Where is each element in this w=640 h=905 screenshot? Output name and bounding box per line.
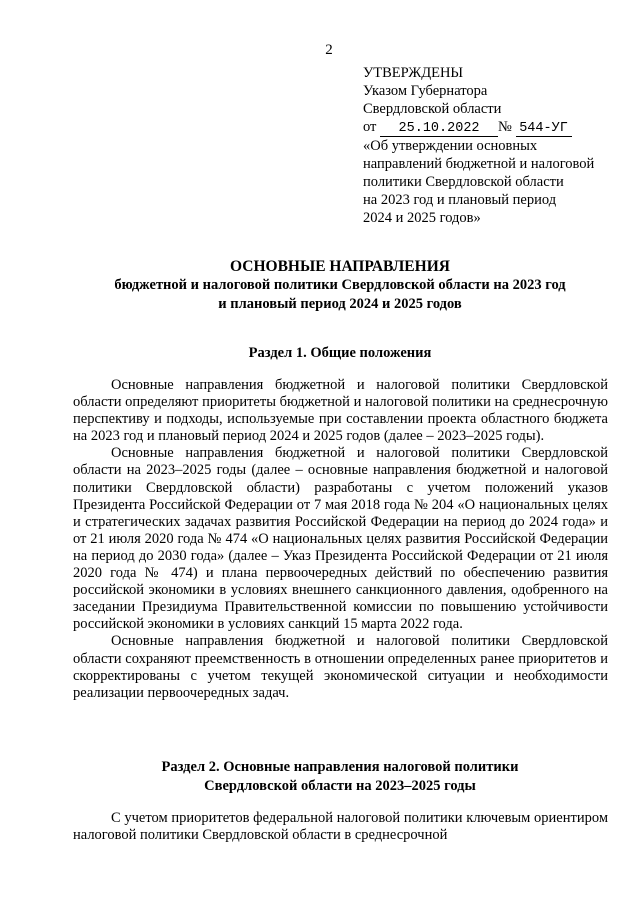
section-1-paragraph: Основные направления бюджетной и налоговой политики Свердловской области сохраняют преемственность в отношении определенных ранее приоритетов и скорректированы с учетом текущей экономической ситуации и необходимости реализации первоочередных задач.	[73, 633, 608, 701]
section-2-paragraph: С учетом приоритетов федеральной налоговой политики ключевым ориентиром налоговой политики Свердловской области в среднесрочной	[73, 810, 608, 844]
approval-number: 544-УГ	[516, 121, 572, 137]
section-2-heading-line-1: Раздел 2. Основные направления налоговой политики	[161, 759, 519, 775]
document-title-line-1: ОСНОВНЫЕ НАПРАВЛЕНИЯ	[230, 258, 450, 275]
approval-line-2: Указом Губернатора	[363, 83, 488, 99]
section-1-paragraph: Основные направления бюджетной и налоговой политики Свердловской области определяют приоритеты бюджетной и налоговой политики на среднесрочную перспективу и подходы, используемые при составлении проекта областного бюджета на 2023 год и плановый период 2024 и 2025 годов (далее – 2023–2025 годы).	[73, 377, 608, 445]
approval-subject-line: 2024 и 2025 годов»	[363, 210, 481, 226]
approval-number-label: №	[498, 119, 512, 135]
section-2-heading-line-2: Свердловской области на 2023–2025 годы	[204, 778, 476, 794]
approval-date: 25.10.2022	[380, 121, 498, 137]
section-1-heading: Раздел 1. Общие положения	[248, 345, 432, 361]
section-2-body	[73, 810, 608, 844]
section-1-paragraph: Основные направления бюджетной и налоговой политики Свердловской области на 2023–2025 годы (далее – основные направления бюджетной и налоговой политики Свердловской области) разработаны с учетом положений указов Президента Российской Федерации от 7 мая 2018 года № 204 «О национальных целях и стратегических задачах развития Российской Федерации на период до 2024 года» и от 21 июля 2020 года № 474 «О национальных целях развития Российской Федерации на период до 2030 года» (далее – Указ Президента Российской Федерации от 21 июля 2020 года № 474) и плана первоочередных действий по обеспечению развития российской экономики в условиях внешнего санкционного давления, одобренного на заседании Президиума Правительственной комиссии по повышению устойчивости российской экономики в условиях санкций 15 марта 2022 года.	[73, 445, 608, 633]
approval-date-number-line	[363, 118, 623, 137]
document-title-line-2: бюджетной и налоговой политики Свердловской области на 2023 год	[114, 277, 566, 293]
section-1-body	[73, 377, 608, 702]
section-2-heading	[60, 758, 620, 796]
approval-line-3: Свердловской области	[363, 101, 502, 117]
approval-line-1: УТВЕРЖДЕНЫ	[363, 65, 464, 81]
approval-subject-line: политики Свердловской области	[363, 174, 564, 190]
document-title	[60, 257, 620, 314]
approval-subject-line: «Об утверждении основных	[363, 138, 538, 154]
document-title-line-3: и плановый период 2024 и 2025 годов	[218, 296, 462, 312]
page-number: 2	[325, 42, 333, 58]
approval-from-label: от	[363, 119, 377, 135]
approval-subject-line: направлений бюджетной и налоговой	[363, 156, 595, 172]
approval-subject-line: на 2023 год и плановый период	[363, 192, 557, 208]
approval-stamp	[363, 64, 623, 227]
